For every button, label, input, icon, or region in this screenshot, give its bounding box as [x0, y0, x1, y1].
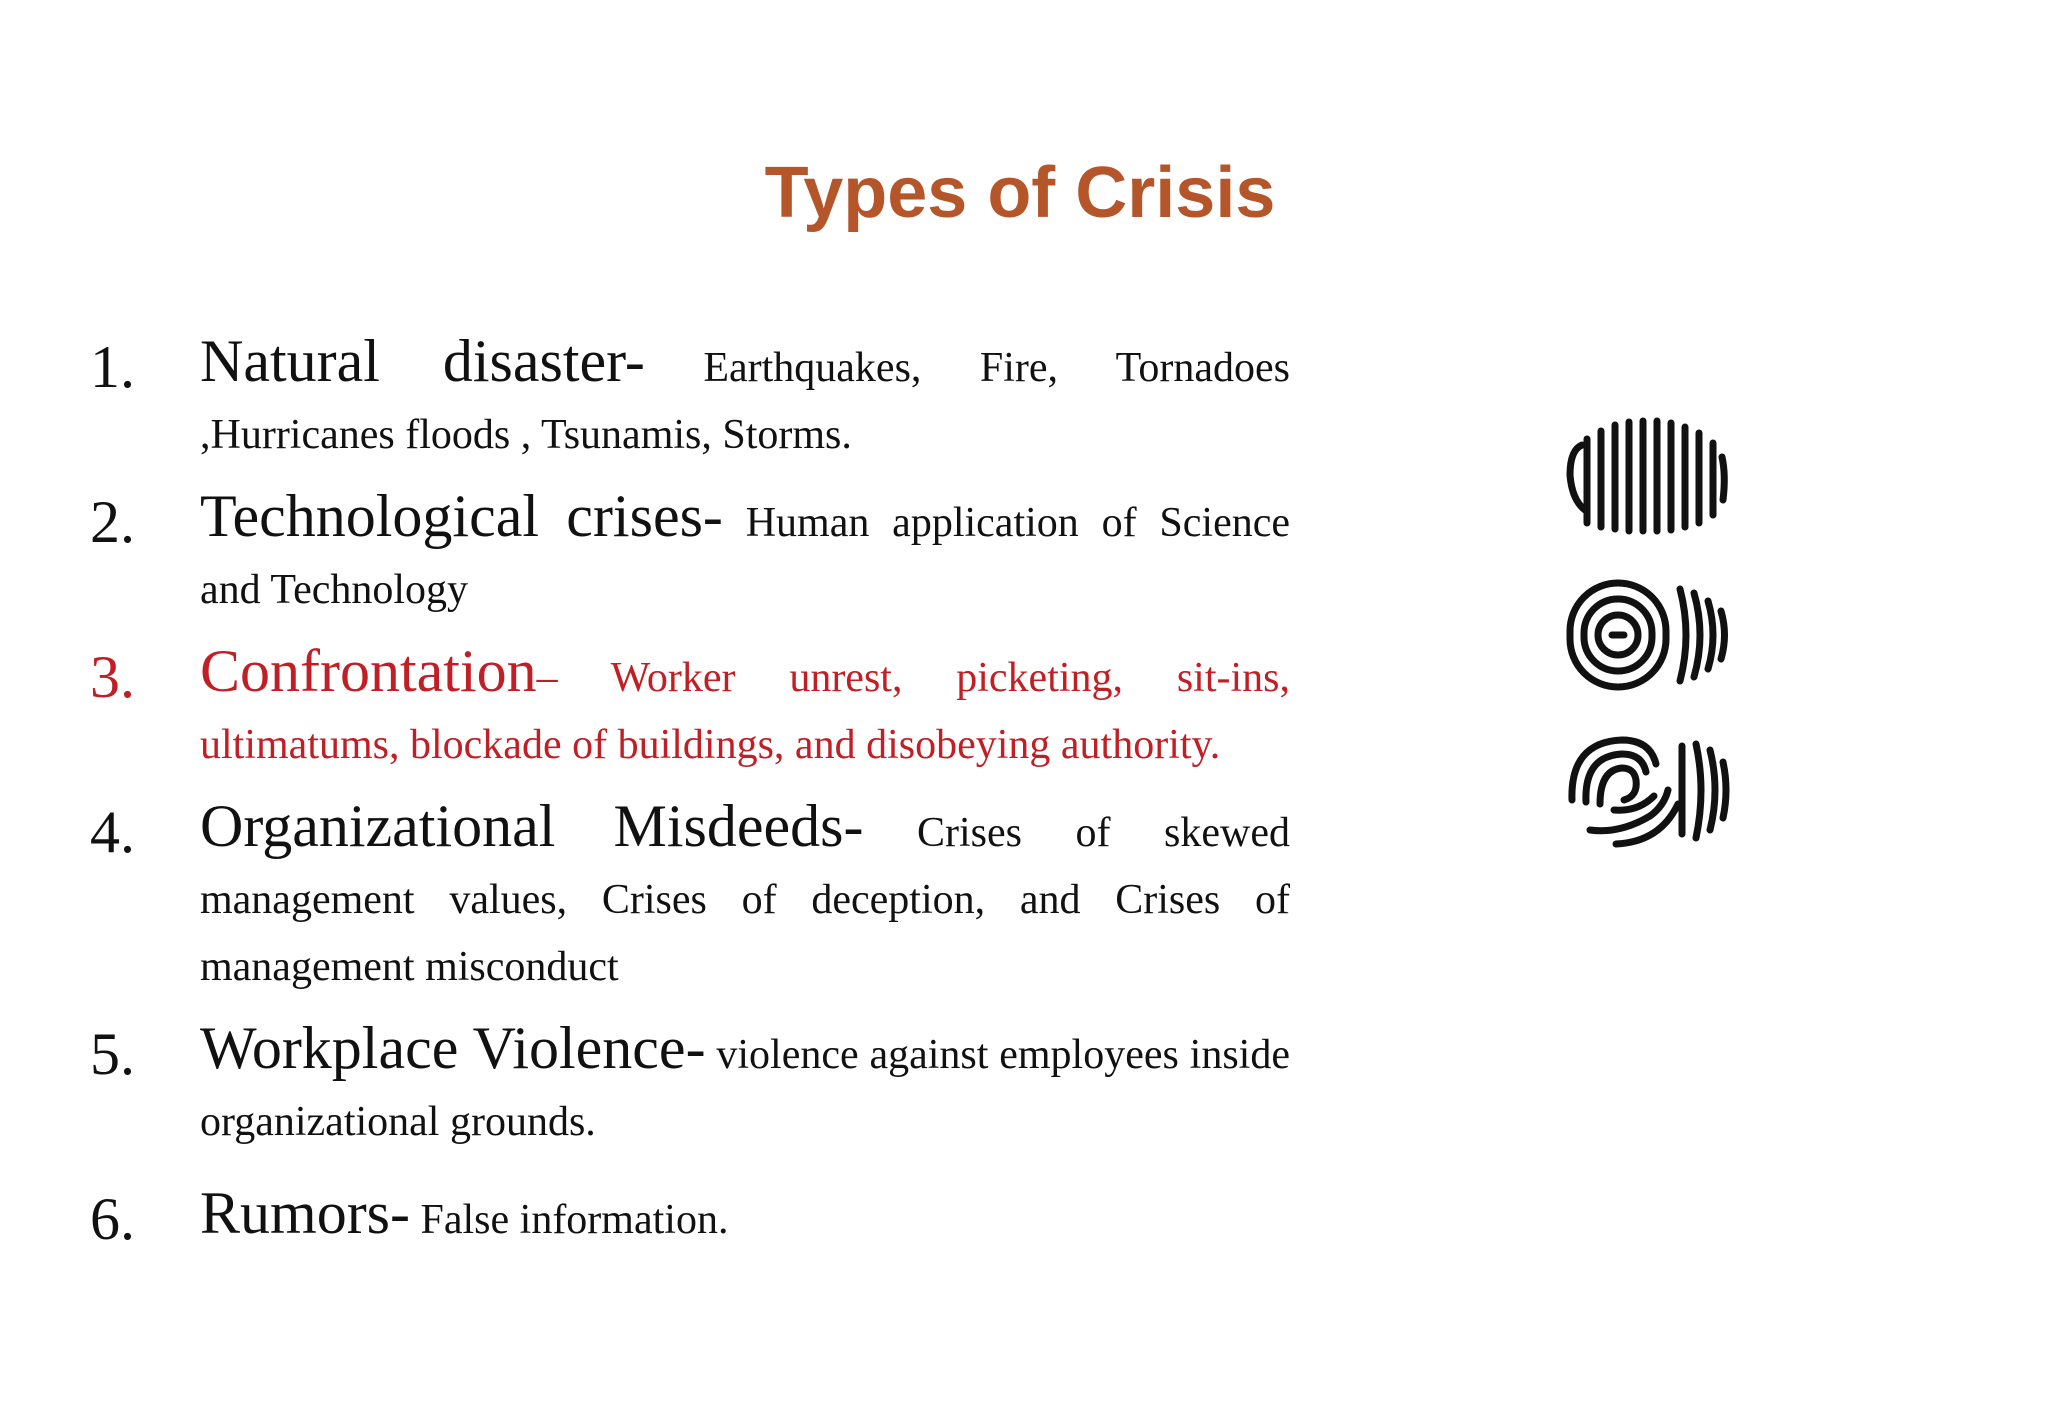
- fingerprint-illustration: [1500, 370, 1760, 890]
- item-heading: Workplace Violence-: [200, 1015, 706, 1081]
- item-description: Earthquakes, Fire, Tornadoes ,Hurricanes floods , Tsunamis, Storms.: [200, 345, 1290, 458]
- slide-title: Types of Crisis: [764, 153, 1276, 233]
- item-heading: Technological crises-: [200, 483, 723, 549]
- item-description: violence against employees inside organizational grounds.: [200, 1032, 1290, 1145]
- item-number: 2.: [90, 489, 135, 555]
- item-heading: Rumors-: [200, 1180, 410, 1246]
- crisis-types-list: [90, 328, 1290, 1258]
- item-number: 4.: [90, 799, 135, 865]
- item-number: 3.: [90, 644, 135, 710]
- item-number: 1.: [90, 334, 135, 400]
- list-item: [90, 328, 1290, 473]
- item-description: False information.: [410, 1197, 729, 1243]
- item-number: 6.: [90, 1186, 135, 1252]
- list-item-highlighted: [90, 638, 1290, 783]
- item-heading: Organizational Misdeeds-: [200, 793, 864, 859]
- item-description: Human application of Science and Technology: [200, 500, 1290, 613]
- list-item: [90, 1180, 1290, 1258]
- list-item: [90, 793, 1290, 1005]
- item-description: – Worker unrest, picketing, sit-ins, ultimatums, blockade of buildings, and disobeying authority.: [200, 655, 1290, 768]
- item-heading: Natural disaster-: [200, 328, 645, 394]
- item-number: 5.: [90, 1021, 135, 1087]
- list-item: [90, 483, 1290, 628]
- item-heading: Confrontation: [200, 638, 537, 704]
- fingerprint-loop-icon: [1560, 730, 1730, 850]
- list-item: [90, 1015, 1290, 1160]
- fingerprint-whorl-icon: [1560, 575, 1730, 695]
- fingerprint-arch-icon: [1560, 415, 1730, 535]
- item-description: Crises of skewed management values, Crises of deception, and Crises of management misconduct: [200, 810, 1290, 990]
